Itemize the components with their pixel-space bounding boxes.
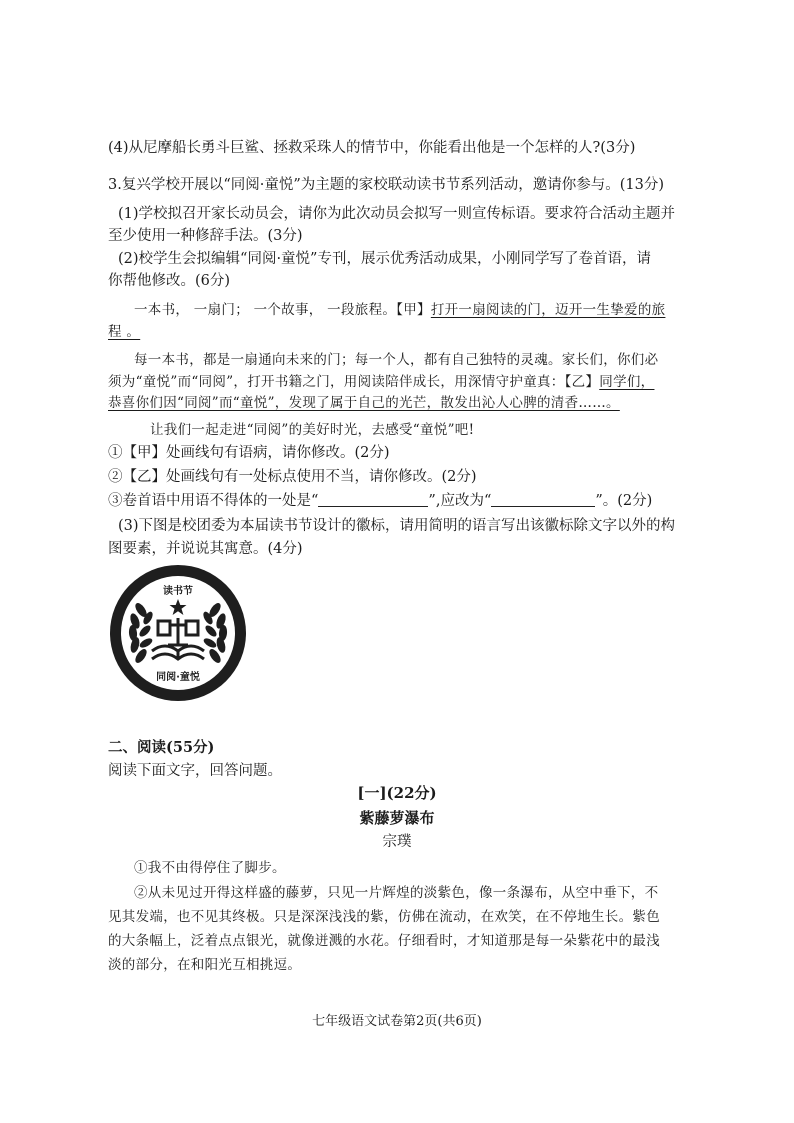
passage-line5 [108,393,620,413]
sub-question-3 [108,491,652,511]
passage-line4 [108,372,654,392]
emblem-top-text: 读书节 [163,586,193,597]
question-4: (4)从尼摩船长勇斗巨鲨、拯救采珠人的情节中，你能看出他是一个怎样的人?(3分) [108,140,636,156]
article-author: 宗璞 [382,834,412,850]
section2-heading: 二、阅读(55分) [108,739,215,756]
passage-line2 [108,322,140,342]
answer-blank-1[interactable] [318,492,428,507]
passage-line1-text: 一本书， 一扇门； 一个故事， 一段旅程。【甲】 [134,302,431,318]
sub-question-1: ①【甲】处画线句有语病，请你修改。(2分) [108,445,390,461]
q3-part2-line1: (2)校学生会拟编辑“同阅·童悦”专刊，展示优秀活动成果，小刚同学写了卷首语，请 [118,251,651,267]
article-para-1: ①我不由得停住了脚步。 [134,860,286,876]
passage-jia-underline: 打开一扇阅读的门，迈开一生挚爱的旅 [430,302,666,318]
passage-yi-underline: 同学们， [599,374,655,390]
passage-jia-underline-cont: 程 。 [108,324,141,340]
emblem-bottom-text: 同阅·童悦 [156,672,200,683]
passage-yi-underline-cont: 恭喜你们因“同阅”而“童悦”，发现了属于自己的光芒，散发出沁人心脾的清香……。 [108,395,620,411]
sub-question-3-part-c: ”。(2分) [595,493,653,509]
article-para-2-line3: 的大条幅上，泛着点点银光，就像迸溅的水花。仔细看时，才知道那是每一朵紫花中的最浅 [108,933,660,949]
q3-part1-line2: 至少使用一种修辞手法。(3分) [108,228,303,244]
article-title: 紫藤萝瀑布 [359,809,435,827]
answer-blank-2[interactable] [491,492,595,507]
sub-question-3-part-a: ③卷首语中用语不得体的一处是“ [108,493,319,509]
article-para-2-line1: ②从未见过开得这样盛的藤萝，只见一片辉煌的淡紫色，像一条瀑布，从空中垂下，不 [134,885,659,901]
passage-line3: 每一本书，都是一扇通向未来的门；每一个人，都有自己独特的灵魂。家长们，你们必 [134,352,659,368]
article-para-2-line2: 见其发端，也不见其终极。只是深深浅浅的紫，仿佛在流动，在欢笑，在不停地生长。紫色 [108,909,660,925]
q3-part1-line1: (1)学校拟召开家长动员会，请你为此次动员会拟写一则宣传标语。要求符合活动主题并 [118,206,676,222]
q3-part3-line1: (3)下图是校团委为本届读书节设计的徽标，请用简明的语言写出该徽标除文字以外的构 [118,518,676,534]
reading-part-label: [一](22分) [357,784,437,802]
q3-part2-line2: 你帮他修改。(6分) [108,273,231,289]
reading-festival-emblem [108,563,248,703]
sub-question-3-part-b: ”,应改为“ [428,493,492,509]
sub-question-2: ②【乙】处画线句有一处标点使用不当，请你修改。(2分) [108,469,477,485]
q3-part3-line2: 图要素，并说说其寓意。(4分) [108,541,303,557]
question-3-title: 3.复兴学校开展以“同阅·童悦”为主题的家校联动读书节系列活动，邀请你参与。(13分) [108,177,665,193]
passage-line4-text: 须为“童悦”而“同阅”，打开书籍之门，用阅读陪伴成长，用深情守护童真：【乙】 [108,374,600,390]
article-para-2-line4: 淡的部分，在和阳光互相挑逗。 [108,957,302,973]
page-footer: 七年级语文试卷第2页(共6页) [312,1014,482,1029]
passage-line1 [134,300,665,320]
section2-instruction: 阅读下面文字，回答问题。 [108,763,282,779]
passage-line6: 让我们一起走进“同阅”的美好时光，去感受“童悦”吧! [150,422,475,438]
